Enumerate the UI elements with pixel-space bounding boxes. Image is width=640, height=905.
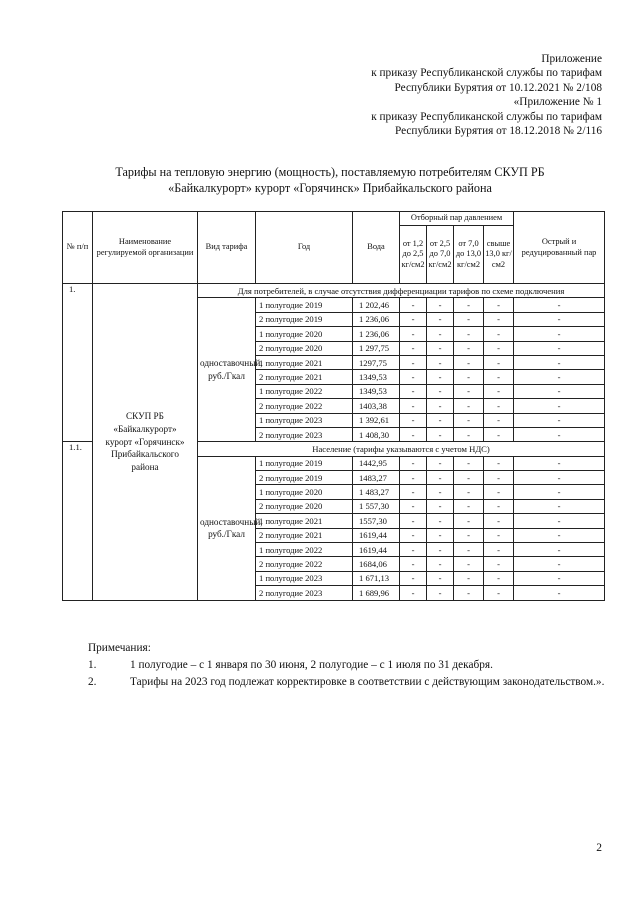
dash-cell: -	[514, 571, 605, 585]
dash-cell: -	[427, 341, 454, 355]
dash-cell: -	[514, 298, 605, 312]
dash-cell: -	[400, 399, 427, 413]
notes-block	[88, 640, 606, 691]
dash-cell: -	[400, 514, 427, 528]
header-steam-4: свыше 13,0 кг/см2	[484, 226, 514, 284]
dash-cell: -	[454, 485, 484, 499]
dash-cell: -	[400, 427, 427, 441]
dash-cell: -	[484, 471, 514, 485]
dash-cell: -	[454, 427, 484, 441]
appendix-line: к приказу Республиканской службы по тарифам	[371, 110, 602, 123]
dash-cell: -	[514, 327, 605, 341]
dash-cell: -	[427, 557, 454, 571]
dash-cell: -	[400, 471, 427, 485]
header-steam-1: от 1,2 до 2,5 кг/см2	[400, 226, 427, 284]
dash-cell: -	[454, 413, 484, 427]
period-cell: 2 полугодие 2019	[256, 471, 353, 485]
dash-cell: -	[454, 543, 484, 557]
dash-cell: -	[484, 370, 514, 384]
dash-cell: -	[427, 499, 454, 513]
water-cell: 1 236,06	[353, 327, 400, 341]
header-steam-3: от 7,0 до 13,0 кг/см2	[454, 226, 484, 284]
dash-cell: -	[454, 399, 484, 413]
dash-cell: -	[484, 312, 514, 326]
period-cell: 2 полугодие 2022	[256, 399, 353, 413]
period-cell: 2 полугодие 2019	[256, 312, 353, 326]
dash-cell: -	[514, 399, 605, 413]
dash-cell: -	[454, 514, 484, 528]
water-cell: 1 236,06	[353, 312, 400, 326]
dash-cell: -	[454, 571, 484, 585]
document-title	[60, 164, 600, 196]
dash-cell: -	[400, 586, 427, 600]
dash-cell: -	[400, 341, 427, 355]
dash-cell: -	[484, 586, 514, 600]
dash-cell: -	[514, 355, 605, 369]
dash-cell: -	[514, 528, 605, 542]
dash-cell: -	[484, 528, 514, 542]
dash-cell: -	[427, 399, 454, 413]
water-cell: 1619,44	[353, 543, 400, 557]
dash-cell: -	[400, 485, 427, 499]
dash-cell: -	[427, 543, 454, 557]
dash-cell: -	[514, 586, 605, 600]
water-cell: 1349,53	[353, 370, 400, 384]
dash-cell: -	[514, 485, 605, 499]
dash-cell: -	[484, 298, 514, 312]
dash-cell: -	[427, 384, 454, 398]
dash-cell: -	[400, 370, 427, 384]
water-cell: 1442,95	[353, 456, 400, 470]
page-number: 2	[596, 842, 602, 854]
tariff-table	[62, 211, 605, 601]
dash-cell: -	[427, 456, 454, 470]
dash-cell: -	[400, 312, 427, 326]
dash-cell: -	[400, 355, 427, 369]
header-tariff-type: Вид тарифа	[198, 212, 256, 284]
water-cell: 1 689,96	[353, 586, 400, 600]
dash-cell: -	[400, 384, 427, 398]
tariff-type: одноставочный, руб./Гкал	[198, 298, 256, 442]
period-cell: 1 полугодие 2019	[256, 298, 353, 312]
dash-cell: -	[454, 557, 484, 571]
period-cell: 1 полугодие 2020	[256, 327, 353, 341]
dash-cell: -	[400, 298, 427, 312]
dash-cell: -	[484, 456, 514, 470]
dash-cell: -	[484, 571, 514, 585]
dash-cell: -	[454, 384, 484, 398]
note-text: Тарифы на 2023 год подлежат корректировке в соответствии с действующим законодательством.».	[130, 676, 605, 688]
dash-cell: -	[484, 341, 514, 355]
dash-cell: -	[454, 456, 484, 470]
period-cell: 2 полугодие 2021	[256, 370, 353, 384]
dash-cell: -	[484, 485, 514, 499]
appendix-block	[371, 52, 602, 138]
table-body	[63, 284, 605, 601]
dash-cell: -	[514, 456, 605, 470]
water-cell: 1483,27	[353, 471, 400, 485]
dash-cell: -	[400, 571, 427, 585]
dash-cell: -	[454, 341, 484, 355]
dash-cell: -	[427, 355, 454, 369]
water-cell: 1684,06	[353, 557, 400, 571]
dash-cell: -	[427, 571, 454, 585]
notes-title: Примечания:	[88, 642, 151, 654]
header-org: Наименование регулируемой организации	[93, 212, 198, 284]
dash-cell: -	[484, 413, 514, 427]
dash-cell: -	[514, 370, 605, 384]
period-cell: 2 полугодие 2023	[256, 586, 353, 600]
water-cell: 1 557,30	[353, 499, 400, 513]
period-cell: 2 полугодие 2020	[256, 341, 353, 355]
period-cell: 1 полугодие 2019	[256, 456, 353, 470]
dash-cell: -	[484, 355, 514, 369]
dash-cell: -	[454, 499, 484, 513]
dash-cell: -	[454, 370, 484, 384]
dash-cell: -	[400, 456, 427, 470]
water-cell: 1349,53	[353, 384, 400, 398]
dash-cell: -	[427, 427, 454, 441]
dash-cell: -	[400, 528, 427, 542]
header-year: Год	[256, 212, 353, 284]
dash-cell: -	[484, 557, 514, 571]
title-line-1: Тарифы на тепловую энергию (мощность), поставляемую потребителям СКУП РБ	[115, 165, 545, 179]
header-water: Вода	[353, 212, 400, 284]
row-number: 1.	[63, 284, 93, 442]
dash-cell: -	[427, 485, 454, 499]
dash-cell: -	[514, 427, 605, 441]
title-line-2: «Байкалкурорт» курорт «Горячинск» Прибайкальского района	[168, 181, 492, 195]
dash-cell: -	[454, 586, 484, 600]
period-cell: 2 полугодие 2020	[256, 499, 353, 513]
water-cell: 1 392,61	[353, 413, 400, 427]
period-cell: 1 полугодие 2022	[256, 543, 353, 557]
dash-cell: -	[484, 399, 514, 413]
period-cell: 1 полугодие 2020	[256, 485, 353, 499]
period-cell: 1 полугодие 2022	[256, 384, 353, 398]
dash-cell: -	[400, 543, 427, 557]
dash-cell: -	[454, 471, 484, 485]
dash-cell: -	[400, 413, 427, 427]
water-cell: 1557,30	[353, 514, 400, 528]
dash-cell: -	[427, 514, 454, 528]
dash-cell: -	[427, 370, 454, 384]
dash-cell: -	[427, 327, 454, 341]
dash-cell: -	[514, 543, 605, 557]
dash-cell: -	[514, 471, 605, 485]
dash-cell: -	[400, 557, 427, 571]
dash-cell: -	[454, 298, 484, 312]
period-cell: 2 полугодие 2023	[256, 427, 353, 441]
dash-cell: -	[514, 499, 605, 513]
dash-cell: -	[514, 413, 605, 427]
dash-cell: -	[427, 413, 454, 427]
note-item	[88, 657, 606, 674]
dash-cell: -	[484, 384, 514, 398]
header-num: № п/п	[63, 212, 93, 284]
water-cell: 1403,38	[353, 399, 400, 413]
dash-cell: -	[484, 427, 514, 441]
period-cell: 2 полугодие 2022	[256, 557, 353, 571]
dash-cell: -	[484, 327, 514, 341]
dash-cell: -	[427, 312, 454, 326]
appendix-line: Республики Бурятия от 18.12.2018 № 2/116	[394, 125, 602, 138]
period-cell: 1 полугодие 2021	[256, 355, 353, 369]
tariff-type: одноставочный, руб./Гкал	[198, 456, 256, 600]
dash-cell: -	[400, 327, 427, 341]
header-steam-group: Отборный пар давлением	[400, 212, 514, 226]
period-cell: 1 полугодие 2023	[256, 571, 353, 585]
section-heading: Для потребителей, в случае отсутствия дифференциации тарифов по схеме подключения	[198, 284, 605, 298]
water-cell: 1 483,27	[353, 485, 400, 499]
dash-cell: -	[484, 543, 514, 557]
period-cell: 1 полугодие 2021	[256, 514, 353, 528]
dash-cell: -	[514, 557, 605, 571]
note-number: 2.	[88, 676, 97, 688]
dash-cell: -	[514, 312, 605, 326]
organization-name: СКУП РБ «Байкалкурорт» курорт «Горячинск» Прибайкальского района	[93, 284, 198, 601]
header-sharp-steam: Острый и редуцированный пар	[514, 212, 605, 284]
dash-cell: -	[400, 499, 427, 513]
appendix-line: Республики Бурятия от 10.12.2021 № 2/108	[394, 81, 602, 94]
water-cell: 1 202,46	[353, 298, 400, 312]
note-number: 1.	[88, 659, 97, 671]
appendix-line: к приказу Республиканской службы по тарифам	[371, 67, 602, 80]
header-steam-2: от 2,5 до 7,0 кг/см2	[427, 226, 454, 284]
dash-cell: -	[427, 471, 454, 485]
water-cell: 1619,44	[353, 528, 400, 542]
dash-cell: -	[454, 327, 484, 341]
water-cell: 1 671,13	[353, 571, 400, 585]
note-text: 1 полугодие – с 1 января по 30 июня, 2 полугодие – с 1 июля по 31 декабря.	[130, 659, 493, 671]
section-heading: Население (тарифы указываются с учетом НДС)	[198, 442, 605, 456]
period-cell: 1 полугодие 2023	[256, 413, 353, 427]
dash-cell: -	[427, 528, 454, 542]
water-cell: 1 297,75	[353, 341, 400, 355]
dash-cell: -	[454, 528, 484, 542]
appendix-line: Приложение	[541, 53, 602, 65]
period-cell: 2 полугодие 2021	[256, 528, 353, 542]
dash-cell: -	[454, 355, 484, 369]
water-cell: 1 408,30	[353, 427, 400, 441]
dash-cell: -	[484, 499, 514, 513]
dash-cell: -	[427, 298, 454, 312]
dash-cell: -	[514, 384, 605, 398]
note-item	[88, 674, 606, 691]
dash-cell: -	[427, 586, 454, 600]
water-cell: 1297,75	[353, 355, 400, 369]
row-number: 1.1.	[63, 442, 93, 600]
dash-cell: -	[454, 312, 484, 326]
appendix-line: «Приложение № 1	[513, 96, 602, 109]
dash-cell: -	[514, 341, 605, 355]
dash-cell: -	[514, 514, 605, 528]
dash-cell: -	[484, 514, 514, 528]
